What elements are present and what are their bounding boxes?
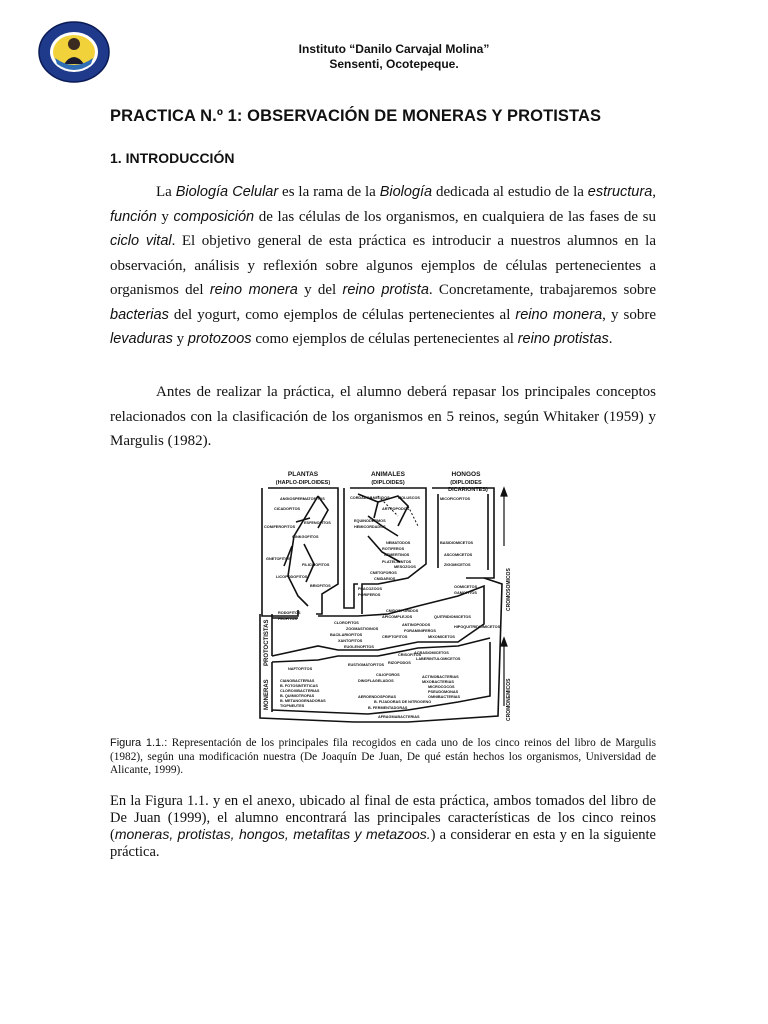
taxon-label: XANTOFITOS [338,639,363,643]
taxon-label: PLATELMINTOS [382,560,412,564]
taxon-label: CILIOFOROS [376,673,400,677]
taxon-label: MIXOBACTERIAS [422,680,454,684]
taxon-label: FEOFITOS [278,617,297,621]
taxon-label: B. FOTOSINTETICAS [280,684,318,688]
taxon-label: ZIGOMICETOS [444,563,471,567]
taxon-label: HEMICORDADOS [354,525,386,529]
taxon-label: LICOPODOFITOS [276,575,308,579]
taxon-label: APICOMPLEJOS [382,615,413,619]
taxon-label: OOMICETOS [454,585,478,589]
animales-subheader: (DIPLOIDES) [371,480,405,486]
caption-label: Figura 1.1.: [110,737,168,749]
taxon-label: ANGIOSPERMATOFITOS [280,497,325,501]
document-header [0,42,768,72]
page-title: PRACTICA N.º 1: OBSERVACIÓN DE MONERAS Y PROTISTAS [110,107,602,125]
institute-name: Instituto “Danilo Carvajal Molina” [298,42,490,56]
moneras-label: MONERAS [264,679,270,710]
taxon-label: FORAMINIFEROS [404,629,436,633]
taxon-label: NAFTOFITOS [288,667,313,671]
taxon-label: EUGLENOFITOS [344,645,374,649]
taxon-label: ESFENOFITOS [304,521,331,525]
taxon-label: RIZOPODOS [388,661,411,665]
intro-paragraph: La Biología Celular es la rama de la Biología dedicada al estudio de la estructura, función y composición de las células de los organismos, en cualquiera de las fases de su ciclo vital. El objetivo general de esta práctica es introducir a nuestros alumnos en la observación, análisis y reflexión sobre algunos ejemplos de células pertenecientes a organismos del reino monera y del reino protista. Concretamente, trabajaremos sobre bacterias del yogurt, como ejemplos de células pertenecientes al reino monera, y sobre levaduras y protozoos como ejemplos de células pertenecientes al reino protistas. [110,184,657,347]
plantas-header: PLANTAS [287,471,319,478]
five-kingdoms-diagram [258,466,510,724]
closing-paragraph: En la Figura 1.1. y en el anexo, ubicado al final de esta práctica, ambos tomados del libro de De Juan (1999), el alumno encontrará las principales características de los cinco reinos (moneras, protistas, hongos, metafitas y metazoos.) a considerar en esta y en la siguiente práctica. [110,793,656,860]
taxon-label: ACRASIOMICETOS [414,651,449,655]
taxon-label: ZOOMASTIGINOS [346,627,379,631]
taxon-label: MOLUSCOS [398,496,420,500]
taxon-label: CRIPTOFITOS [382,635,408,639]
taxon-label: HIPOQUITRIDIOMICETOS [454,625,501,629]
taxon-label: BASIDIOMICETOS [440,541,474,545]
figure-caption [110,737,656,778]
taxon-label: CRISOFITOS [398,653,422,657]
taxon-label: MESOZOOS [394,565,416,569]
taxon-label: MICROCOCOS [428,685,455,689]
cromonemicos-label: CROMONEMICOS [506,678,512,721]
taxon-label: BACILARIOFITOS [330,633,363,637]
taxon-label: ROTIFEROS [382,547,405,551]
taxon-label: CICADOFITOS [274,507,301,511]
taxon-label: ANTINOPODOS [402,623,431,627]
plantas-subheader: (HAPLO-DIPLOIDES) [275,480,331,486]
taxon-label: RODOFITOS [278,611,301,615]
taxon-label: QUITRIDIOMICETOS [434,615,471,619]
taxon-label: ANELIDOS [370,496,390,500]
taxon-label: ACTINOBACTERIAS [422,675,459,679]
taxon-label: DINOFLAGELADOS [358,679,394,683]
taxon-label: B. QUIMIOTROFAS [280,694,315,698]
animales-header: ANIMALES [371,471,405,478]
taxon-label: AFRAGMABACTERIAS [378,715,420,719]
taxon-label: PSEUDOMONAS [428,690,459,694]
concepts-paragraph: Antes de realizar la práctica, el alumno deberá repasar los principales conceptos relacionados con la clasificación de los organismos en 5 reinos, según Whitaker (1959) y Margulis (1982). [110,384,656,449]
taxon-label: EQUINODERMOS [354,519,386,523]
taxon-label: OMNIBACTERIAS [428,695,461,699]
taxon-label: B. FERMENTADORAS [368,706,408,710]
hongos-header: HONGOS [451,471,481,478]
taxon-label: CIANOBACTERIAS [280,679,315,683]
protoctistas-label: PROTOCTISTAS [264,619,270,666]
hongos-subheader-1: (DIPLOIDES [450,480,482,486]
caption-text: Representación de los principales fila recogidos en cada uno de los cinco reinos del libro de Margulis (1982), según una modificación nuestra (De Joaquín De Juan, De qué están hechos los organismos, Universidad de Alicante, 1999). [110,737,656,776]
taxon-label: PORIFEROS [358,593,381,597]
taxon-label: ASCOMICETOS [444,553,473,557]
taxon-label: GNETOFITOS [266,557,291,561]
taxon-label: TIOPNEUTES [280,704,305,708]
taxon-label: EUSTIGMATOFITOS [348,663,385,667]
hongos-subheader-2: DICARIONTES) [448,487,488,493]
taxon-label: NEMATODOS [386,541,411,545]
institute-location: Sensenti, Ocotepeque. [329,57,459,71]
taxon-label: FILICINOFITOS [302,563,330,567]
taxon-label: B. METANOGENADORAS [280,699,326,703]
taxon-label: PLACOZOOS [358,587,383,591]
taxon-label: BRIOFITOS [310,584,331,588]
taxon-label: MIXOMICETOS [428,635,455,639]
taxon-label: GINKGOFITOS [292,535,319,539]
taxon-label: ARTROPODOS [382,507,410,511]
taxon-label: AEROENDOSPORAS [358,695,396,699]
taxon-label: MICOFICOFITOS [440,497,471,501]
taxon-label: CONIFEROFITOS [264,525,296,529]
section-heading: 1. INTRODUCCIÓN [110,150,235,166]
taxon-label: GAMOFITOS [454,591,477,595]
taxon-label: CNETOFOROS [370,571,397,575]
taxon-label: B. FIJADORAS DE NITROGENO [374,700,432,704]
taxon-label: CLOROFITOS [334,621,359,625]
taxon-label: CLOROXIBACTERIAS [280,689,320,693]
cromosomicos-label: CROMOSOMICOS [506,568,512,611]
taxon-label: CORDADOS [350,496,373,500]
taxon-label: NEMERTINOS [384,553,410,557]
taxon-label: CNIDOSPORIDOS [386,609,419,613]
taxon-label: CNIDARIOS [374,577,396,581]
taxon-label: LABERINTULOMICETOS [416,657,461,661]
